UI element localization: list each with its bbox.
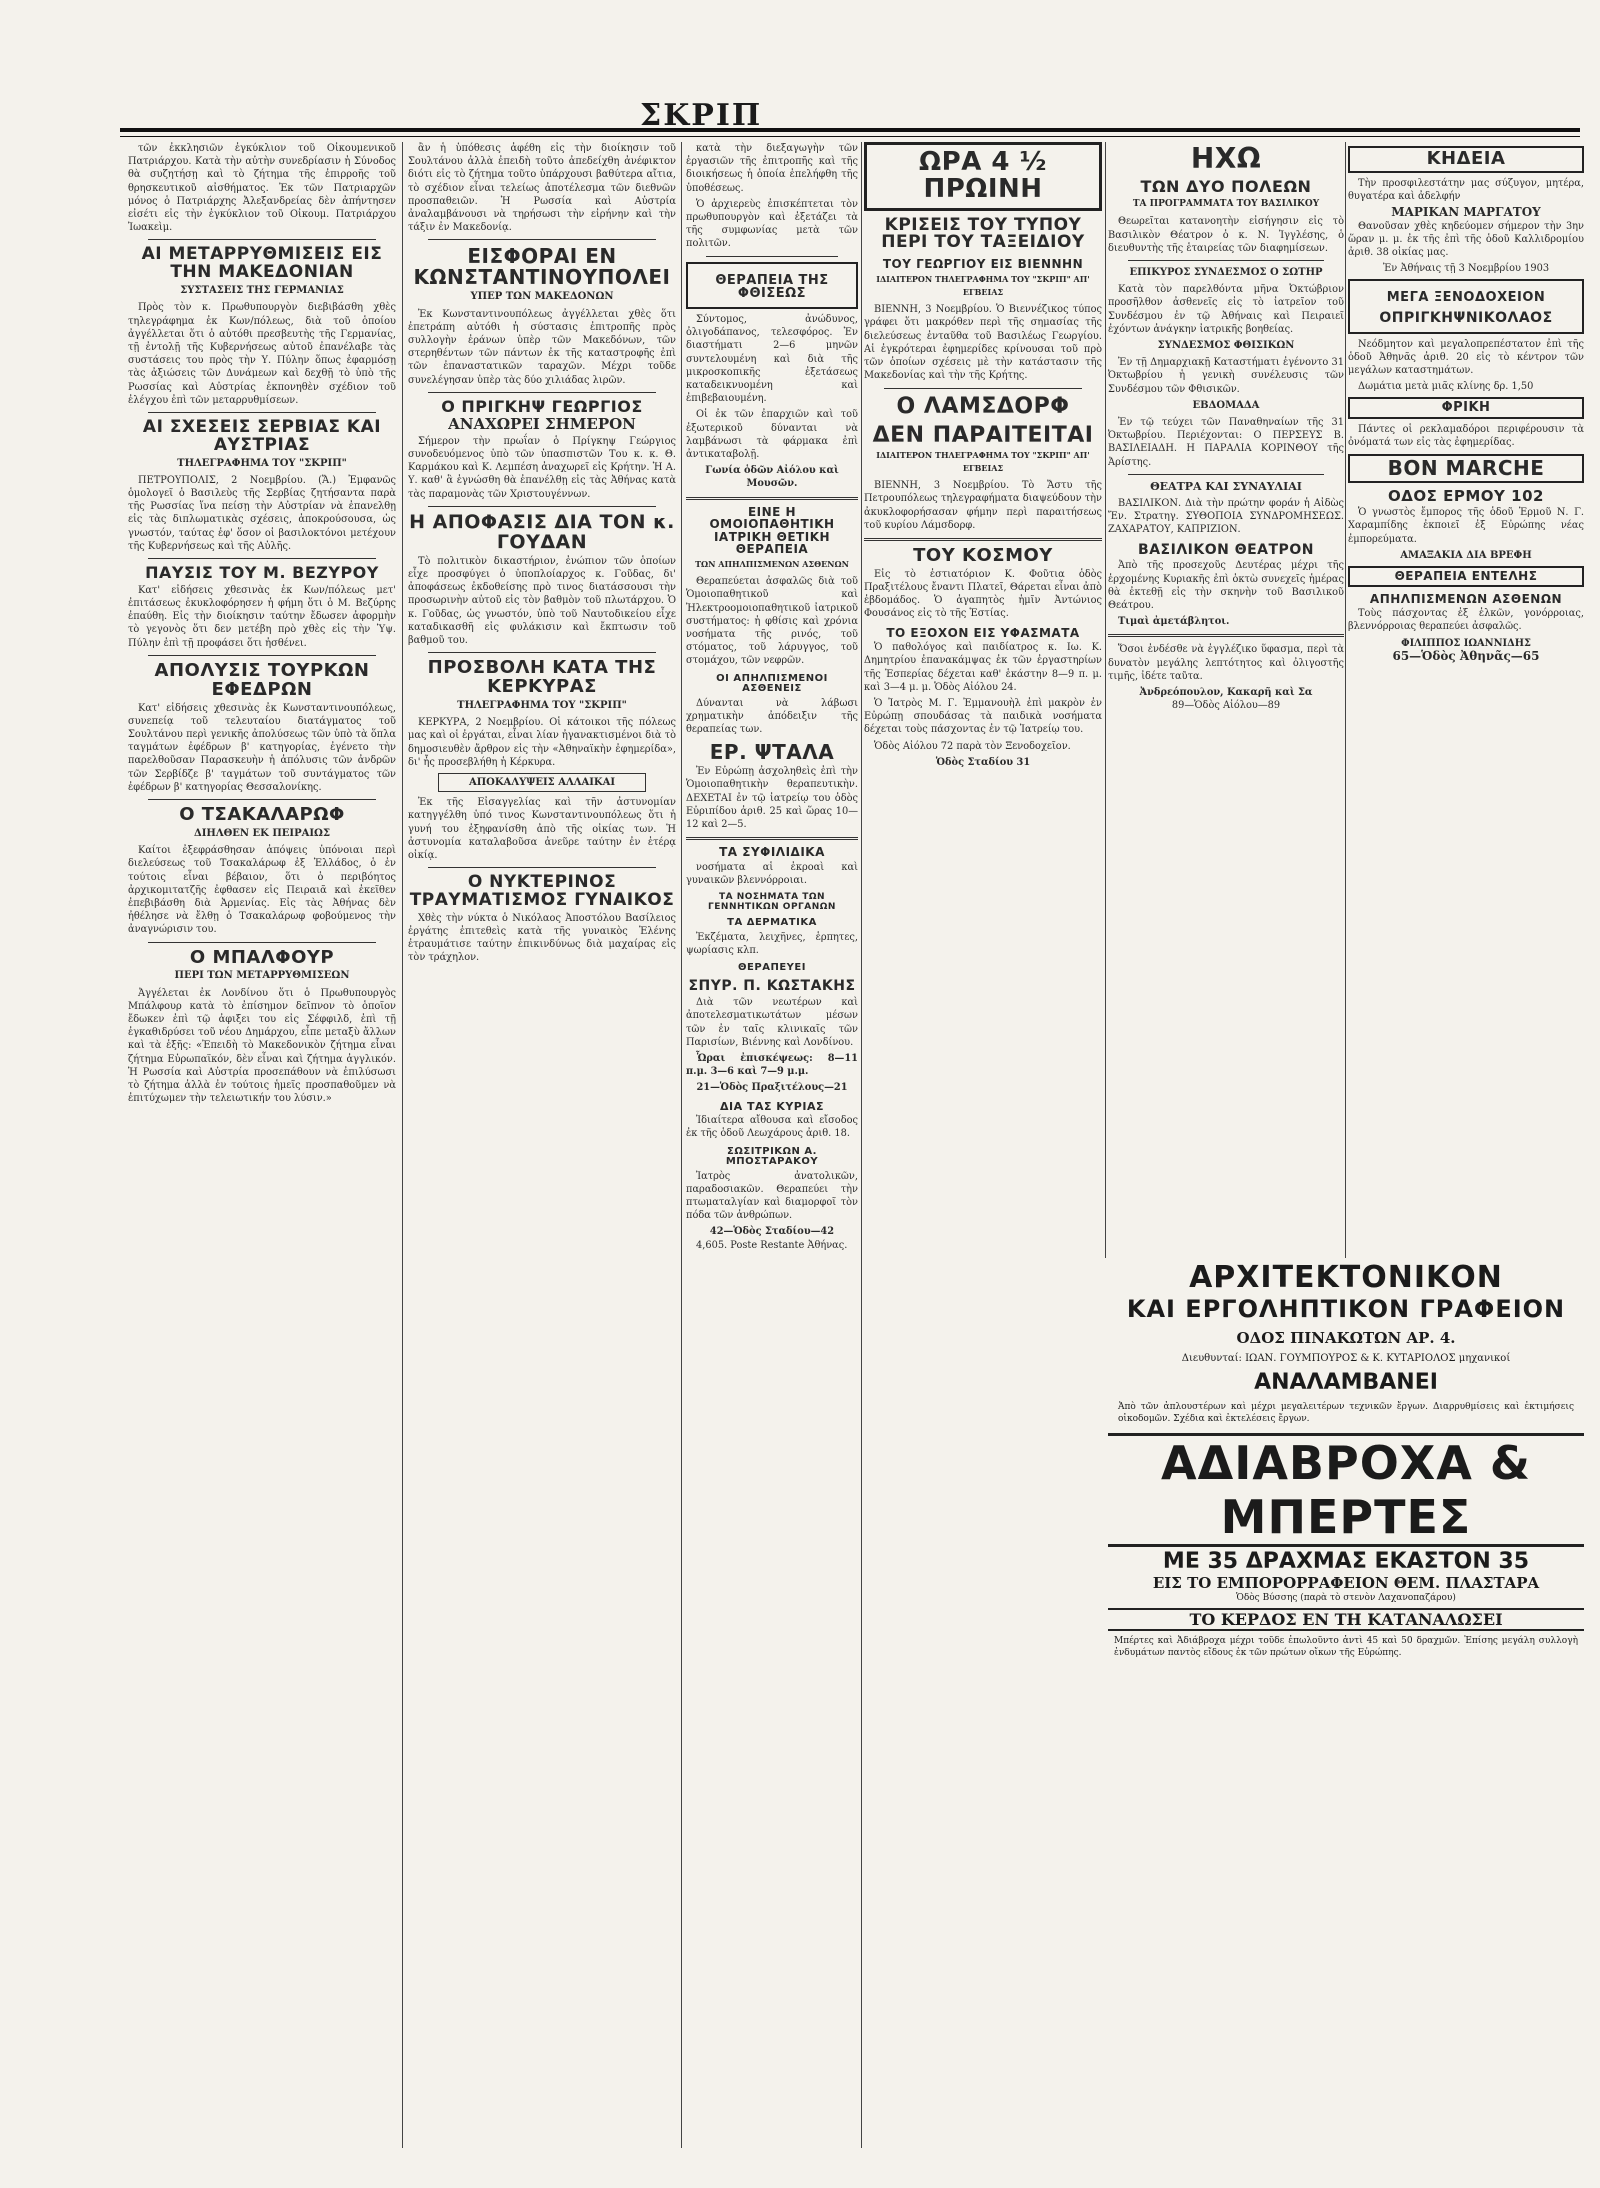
ad-directors: Διευθυνταί: ΙΩΑΝ. ΓΟΥΜΠΟΥΡΟΣ & Κ. ΚΥΤΑΡΙΟΛΟΣ μηχανικοί — [1181, 1353, 1511, 1364]
subheadline: ΠΕΡΙ ΤΩΝ ΜΕΤΑΡΡΥΘΜΙΣΕΩΝ — [174, 970, 350, 982]
obituary-title: ΚΗΔΕΙΑ — [1426, 148, 1506, 169]
article-text: Ὁ ἀρχιερεὺς ἐπισκέπτεται τὸν πρωθυπουργὸν καὶ ἐξετάζει τὰ τῆς συμφωνίας μετὰ τῶν πολιτῶν. — [686, 198, 858, 250]
subheadline: ΣΥΝΔΕΣΜΟΣ ΦΘΙΣΙΚΩΝ — [1157, 340, 1295, 352]
boxed-subheadline: ΑΠΟΚΑΛΥΨΕΙΣ ΑΛΛΑΙΚΑΙ — [438, 773, 646, 792]
ad-address: 65—Ὁδὸς Ἀθηνᾶς—65 — [1392, 648, 1540, 663]
headline: Ο ΝΥΚΤΕΡΙΝΟΣ ΤΡΑΥΜΑΤΙΣΜΟΣ ΓΥΝΑΙΚΟΣ — [409, 872, 675, 911]
divider — [148, 799, 376, 800]
article-text: Ἐκ Κωνσταντινουπόλεως ἀγγέλλεται χθὲς ὅτι ἐπετράπη αὐτόθι ἡ σύστασις ἐπιτροπῆς πρὸς συλλογὴν ἐράνων ὑπὲρ τῶν Μακεδόνων, τῶν στερηθέντων τῶν πάντων ἐκ τῆς καταστροφῆς ἐπὶ τῶν ἐπαναστατικῶν ταραχῶν. Μέχρι τοῦδε συνελέγησαν ὑπὲρ τὰς δύο χιλιάδας λιρῶν. — [408, 308, 676, 386]
ad-text: Ἐκζέματα, λειχῆνες, ἑρπητες, ψωρίασις κλπ. — [686, 931, 858, 956]
ad-text: Πάντες οἱ ρεκλαμαδόροι περιφέρουσιν τὰ ὀνόματά των εἰς τὰς ἐφημερίδας. — [1348, 424, 1584, 449]
article-text: Ἀπὸ τῆς προσεχοῦς Δευτέρας μέχρι τῆς ἑρχομένης Κυριακῆς ἐπὶ ὁκτὼ συνεχεῖς ἡμέρας θὰ ἐκτεθῇ εἰς τὴν σκηνὴν τοῦ Βασιλικοῦ Θεάτρου. — [1108, 560, 1344, 611]
article-text: κατὰ τὴν διεξαγωγὴν τῶν ἐργασιῶν τῆς ἐπιτροπῆς καὶ τῆς διοικήσεως ἡ ὁποία ἐπελήφθη τῆς ὑποθέσεως. — [686, 143, 858, 194]
doctor-name: ΕΡ. ΨΤΑΛΑ — [709, 740, 835, 765]
ad-text: νοσήματα αἱ ἐκροαὶ καὶ γυναικῶν βλεννόρροιαι. — [686, 861, 858, 886]
doctor-name: ΣΠΥΡ. Π. ΚΩΣΤΑΚΗΣ — [688, 978, 856, 995]
ad-headline: ΔΙΑ ΤΑΣ ΚΥΡΙΑΣ — [720, 1099, 824, 1113]
column-rule — [1345, 142, 1346, 1258]
column-rule — [861, 142, 862, 2148]
bottom-ads — [1108, 1260, 1584, 2148]
obituary-name: ΜΑΡΙΚΑΝ ΜΑΡΓΑΤΟΥ — [1391, 205, 1541, 220]
ad-text: Σύντομος, ἀνώδυνος, ὀλιγοδάπανος, τελεσφόρος. Ἐν διαστήματι 2—6 μηνῶν συντελουμένη καὶ διὰ τῆς μικροσκοπικῆς ἐξετάσεως καταδεικνυομένη καὶ ἐπιβεβαιουμένη. — [686, 313, 858, 405]
shop-slogan: ΤΟ ΚΕΡΔΟΣ ΕΝ ΤΗ ΚΑΤΑΝΑΛΩΣΕΙ — [1108, 1608, 1584, 1631]
article-text: Ὁ Ἰατρὸς Μ. Γ. Ἐμμανουὴλ ἐπὶ μακρὸν ἐν Εὐρώπῃ σπουδάσας τὰ παιδικὰ νοσήματα δέχεται τοὺς πάσχοντας ἐν τῷ Ἰατρείῳ του. — [864, 698, 1102, 736]
column-2 — [408, 142, 676, 2148]
article-text: ΚΕΡΚΥΡΑ, 2 Νοεμβρίου. Οἱ κάτοικοι τῆς πόλεως μας καὶ οἱ ἐργάται, εἶναι λίαν ἠγανακτισμένοι διὰ τὸ δημοσιευθὲν ἄρθρον εἰς τὴν «Ἀθηναϊκὴν ἐφημερίδα», δι' ἧς προσεβλήθη ἡ Κέρκυρα. — [408, 717, 676, 768]
headline: Ο ΤΣΑΚΑΛΑΡΩΦ — [179, 804, 345, 826]
article-text: Ἐν τῇ Δημαρχιακῇ Καταστήματι ἐγένοντο 31 Ὀκτωβρίου ἡ γενικὴ συνέλευσις τῶν Συνδέσμου τῶν Φθισικῶν. — [1108, 357, 1344, 395]
article-text: Ἐκ τῆς Εἰσαγγελίας καὶ τῆν ἀστυνομίαν κατηγγέλθη ὑπό τινος Κωνσταντινουπόλεως ὅτι ἡ γυνή του ἐξηφανίσθη ἀπὸ τῆς οἰκίας των. Ἡ ἀστυνομία καταλαβοῦσα ἀνεῦρε ταύτην ἐν ἑτέρᾳ οἰκίᾳ. — [408, 797, 676, 861]
ad-text: 4,605. Poste Restante Ἀθήνας. — [696, 1239, 848, 1251]
article-text: Ὁδὸς Αἰόλου 72 παρὰ τὸν Ξενοδοχεῖον. — [874, 740, 1071, 752]
subheadline: ΤΑ ΠΡΟΓΡΑΜΜΑΤΑ ΤΟΥ ΒΑΣΙΛΙΚΟΥ — [1132, 199, 1320, 210]
ad-headline: ΘΕΡΑΠΕΥΕΙ — [738, 961, 806, 973]
article-text: Τιμαὶ ἀμετάβλητοι. — [1118, 616, 1230, 628]
ad-text: Ἰδιαίτερα αἴθουσα καὶ εἴσοδος ἐκ τῆς ὁδοῦ Λεωχάρους ἀριθ. 18. — [686, 1115, 858, 1140]
obituary-text: Θανοῦσαν χθὲς κηδεύομεν σήμερον τὴν 3ην ὥραν μ. μ. ἐκ τῆς ἐπὶ τῆς ὁδοῦ Καλλιδρομίου ἀριθ. 38 οἰκίας μας. — [1348, 220, 1584, 258]
article-text: Κατ' εἰδήσεις χθεσινὰς ἐκ Κωνσταντινουπόλεως, συνεπείᾳ τοῦ τελευταίου διατάγματος τοῦ Σουλτάνου περὶ γενικῆς ἀπολύσεως τῶν ὑπὸ τὰ ὅπλα ταγμάτων ἐφέδρων β' κατηγορίας, ἐγένετο τὴν παρελθοῦσαν Παρασκευὴν ἡ ἀπόλυσις τῶν ἀνδρῶν τῶν Σερβίδζε β' ταγμάτων τοῦ συντάγματος τῶν ἐφέδρων β' κατηγορίας Θεσσαλονίκης. — [128, 702, 396, 793]
article-text: ΒΙΕΝΝΗ, 3 Νοεμβρίου. Ὁ Βιεννέζικος τύπος γράφει ὅτι μακρόθεν περὶ τῆς σημασίας τῆς διελεύσεως ἐνταῦθα τοῦ Βασιλέως Γεωργίου. Αἱ ἐγκρότεραι ἐφημερίδες κρίνουσαι τοῦ πρὸ τῶν ὁποίων σχέσεις μὲ τὴν κατάστασιν τῆς Μακεδονίας καὶ τὴν τῆς Κρήτης. — [864, 304, 1102, 382]
divider — [884, 388, 1082, 389]
headline: Η ΑΠΟΦΑΣΙΣ ΔΙΑ ΤΟΝ κ. ΓΟΥΔΑΝ — [409, 510, 675, 553]
headline: ΒΑΣΙΛΙΚΟΝ ΘΕΑΤΡΟΝ — [1138, 541, 1314, 558]
ad-text: Θεραπεύεται ἀσφαλῶς διὰ τοῦ Ὁμοιοπαθητικοῦ καὶ Ἠλεκτροομοιοπαθητικοῦ ἰατρικοῦ συστήματος: ἡ φθίσις καὶ χρόνια νοσήματα τῆς ρινός, τοῦ στόματος, τοῦ λάρυγγος, τοῦ στομάχου, τῶν νεφρῶν. — [686, 576, 858, 667]
ad-text: Ὁ γνωστὸς ἔμπορος τῆς ὁδοῦ Ἑρμοῦ Ν. Γ. Χαραμπίδης ἐκποιεῖ ἐξ Εὐρώπης νέας ἐμπορεύματα. — [1348, 507, 1584, 545]
headline: ΑΙ ΣΧΕΣΕΙΣ ΣΕΡΒΙΑΣ ΚΑΙ ΑΥΣΤΡΙΑΣ — [142, 416, 382, 455]
ad-headline: ΟΙ ΑΠΗΛΠΙΣΜΕΝΟΙ ΑΣΘΕΝΕΙΣ — [716, 672, 828, 695]
headline: ΤΩΝ ΔΥΟ ΠΟΛΕΩΝ — [1140, 177, 1312, 197]
divider — [686, 497, 858, 500]
subheadline: ΙΔΙΑΙΤΕΡΟΝ ΤΗΛΕΓΡΑΦΗΜΑ ΤΟΥ "ΣΚΡΙΠ" ΑΠ' ΕΓΒΕΙΑΣ — [876, 273, 1090, 298]
masthead-rule — [120, 128, 1580, 132]
article-text: Τὸ πολιτικὸν δικαστήριον, ἐνώπιον τῶν ὁποίων εἶχε προσφύγει ὁ ὑποπλοίαρχος κ. Γοῦδας, δι' ἀποφάσεως ἐκδοθείσης πρὸ τινος διατάσσουσι τὴν προσωρινὴν αὐτοῦ εἰς τὸν βαθμὸν τοῦ πλωτάρχου. Ὁ κ. Γοῦδας, ὡς γνωστόν, ὑπὸ τοῦ Ναυτοδικείου εἶχε καταδικασθῆ εἰς φυλάκισιν καὶ ἔκπτωσιν τοῦ βαθμοῦ του. — [408, 555, 676, 646]
article-text: Ἐν τῷ τεύχει τῶν Παναθηναίων τῆς 31 Ὀκτωβρίου. Περιέχονται: Ο ΠΕΡΣΕΥΣ Β. ΒΑΣΙΛΕΙΑΔΗ. Η ΠΑΡΑΛΙΑ ΚΟΡΙΝΘΟΥ τῆς Ἀρίστης. — [1108, 417, 1344, 468]
article-text: Ἀγγέλεται ἐκ Λονδίνου ὅτι ὁ Πρωθυπουργὸς Μπάλφουρ κατὰ τὸ ἐπίσημον δεῖπνον τὸ ὁποῖον ἔδωκεν ἐπὶ τῷ ἀφιξει του εἰς Σέφφιλδ, ἐπὶ τῇ ἐγκαθιδρύσει τοῦ νέου Δημάρχου, εἶπε μεταξὺ ἄλλων καὶ τὰ ἑξῆς: «Ἐπειδὴ τὸ Μακεδονικὸν ζήτημα εἶναι ζήτημα Εὐρωπαϊκόν, δὲν εἶναι καὶ ζήτημα ἀγγλικόν. Ἡ Ρωσσία καὶ Αὐστρία προσεπάθουν νὰ ἐπιλύσωσι τὸ ζήτημα ἀλλὰ ἐν τούτοις ἡμεῖς προσπαθοῦμεν νὰ ἐπιτύχωμεν τὴν τελειωτικήν του λύσιν.» — [128, 987, 396, 1105]
column-3 — [686, 142, 858, 2148]
divider — [706, 256, 838, 257]
column-6 — [1348, 142, 1584, 1258]
subheadline: ΑΝΑΧΩΡΕΙ ΣΗΜΕΡΟΝ — [448, 414, 636, 433]
ad-headline: ΘΕΡΑΠΕΙΑ ΤΗΣ ΦΘΙΣΕΩΣ — [715, 272, 829, 302]
architecture-ad — [1108, 1260, 1584, 1425]
article-intro: τῶν ἐκκλησιῶν ἐγκύκλιον τοῦ Οἰκουμενικοῦ Πατριάρχου. Κατὰ τὴν αὐτὴν συνεδρίασιν ἡ Σύνοδος θὰ συζητήσῃ καὶ τὸ ζήτημα τῆς ἐπιρροῆς τοῦ θρησκευτικοῦ αἰσθήματος. Ἐκ τῶν Πατριαρχῶν μόνος ὁ Πατριάρχης Ἀλεξανδρείας δὲν ἀπήντησεν εἰσέτι εἰς τὴν ἐγκύκλιον τοῦ Οἰκουμ. Πατριάρχου Ἰωακεὶμ. — [128, 143, 396, 234]
subheadline: ΕΒΔΟΜΑΔΑ — [1192, 399, 1260, 411]
ad-text: Οἱ ἐκ τῶν ἐπαρχιῶν καὶ τοῦ ἐξωτερικοῦ δύνανται νὰ λαμβάνωσι τὰ φάρμακα ἐπὶ ἀντικαταβολῇ. — [686, 409, 858, 460]
column-5 — [1108, 142, 1344, 1258]
ad-text: Ἰατρὸς ἀνατολικῶν, παραδοσιακῶν. Θεραπεύει τὴν πτωματαλγίαν καὶ διαμορφοῖ τὸν πόδα τῶν ἀνθρώπων. — [686, 1170, 858, 1222]
doctor-name: ΦΙΛΙΠΠΟΣ ΙΩΑΝΝΙΔΗΣ — [1401, 637, 1531, 649]
article-text: Εἰς τὸ ἐστιατόριον Κ. Φοῦτια ὁδὸς Πραξιτέλους ἔναντι Πλατεῖ, Θάρεται εἶναι ἀπὸ ἑβδομάδος. Ὁ ἀγαπητὸς ἡμῖν Ἀντώνιος Φουσάνος εἰς τὸ τῆς Ἑστίας. — [864, 568, 1102, 620]
divider — [686, 837, 858, 840]
divider — [864, 538, 1102, 541]
shop-address: Ὁδὸς Βύσσης (παρὰ τὸ στενὸν Λαχανοπαζάρου) — [1236, 1593, 1456, 1603]
ad-box — [1348, 454, 1584, 483]
ad-text: Ὅσοι ἐνδέσθε νὰ ἐγγλέζικο ὕφασμα, περὶ τὰ δυνατὸν μεγάλης λεπτότητος καὶ ὀλιγοστῆς τιμῆς, ἰδέτε ταῦτα. — [1108, 644, 1344, 682]
ad-address: 89—Ὁδὸς Αἰόλου—89 — [1171, 700, 1281, 712]
headline: ΠΡΟΣΒΟΛΗ ΚΑΤΑ ΤΗΣ ΚΕΡΚΥΡΑΣ — [427, 657, 657, 698]
subheadline: ΙΔΙΑΙΤΕΡΟΝ ΤΗΛΕΓΡΑΦΗΜΑ ΤΟΥ "ΣΚΡΙΠ" ΑΠ' ΕΓΒΕΙΑΣ — [876, 449, 1090, 473]
ad-headline: ΟΔΟΣ ΕΡΜΟΥ 102 — [1388, 486, 1544, 505]
late-news-box — [864, 142, 1102, 211]
divider — [428, 867, 656, 868]
obituary-date: Ἐν Ἀθήναις τῇ 3 Νοεμβρίου 1903 — [1382, 263, 1550, 275]
headline: ΑΙ ΜΕΤΑΡΡΥΘΜΙΣΕΙΣ ΕΙΣ ΤΗΝ ΜΑΚΕΔΟΝΙΑΝ — [141, 244, 383, 283]
ad-headline: ΤΑ ΣΥΦΙΛΙΔΙΚΑ — [719, 845, 825, 860]
ad-text: Ἐν Εὐρώπῃ ἀσχοληθεὶς ἐπὶ τὴν Ὁμοιοπαθητικὴν θεραπευτικὴν. ΔΕΧΕΤΑΙ ἐν τῷ ἰατρείῳ του ὁδὸς Εὐριπίδου ἀριθ. 25 καὶ ὥρας 10—12 καὶ 2—5. — [686, 766, 858, 830]
hotel-box — [1348, 279, 1584, 333]
headline: ΤΟΥ ΚΟΣΜΟΥ — [913, 544, 1053, 566]
ad-headline: BON MARCHE — [1387, 455, 1545, 480]
ad-headline: ΣΩΣΙΤΡΙΚΩΝ Α. ΜΠΟΣΤΑΡΑΚΟΥ — [725, 1145, 819, 1168]
subheadline: ΔΙΗΛΘΕΝ ΕΚ ΠΕΙΡΑΙΩΣ — [193, 827, 331, 839]
article-text: Ὁ παθολόγος καὶ παιδίατρος κ. Ιω. Κ. Δημητρίου ἐπανακάμψας ἐκ τῶν ἐργαστηρίων τῆς Ἑσπερίας δέχεται καθ' ἑκάστην 8—9 π. μ. καὶ 3—4 μ. μ. Ὁδὸς Αἰόλου 24. — [864, 642, 1102, 693]
ad-text: Δύνανται νὰ λάβωσι χρηματικὴν ἀπόδειξιν τῆς θεραπείας των. — [686, 697, 858, 735]
subheadline: ΕΠΙΚΥΡΟΣ ΣΥΝΔΕΣΜΟΣ Ο ΣΩΤΗΡ — [1129, 267, 1323, 278]
ad-address: 42—Ὁδὸς Σταδίου—42 — [709, 1226, 835, 1238]
article-text: ΒΙΕΝΝΗ, 3 Νοεμβρίου. Τὸ Ἄστυ τῆς Πετρουπόλεως τηλεγραφήματα διαψεύδουν τὴν ἀκυκλοφορήσασαν φήμην περὶ παραιτήσεως τοῦ κυρίου Λάμσδορφ. — [864, 480, 1102, 531]
ad-address: Ἀνδρεόπουλον, Κακαρῆ καὶ Σα — [1139, 686, 1313, 698]
article-text: Πρὸς τὸν κ. Πρωθυπουργὸν διεβιβάσθη χθὲς τηλεγράφημα ἐκ Κων/πόλεως, διὰ τοῦ ὁποίου ἀγγέλλεται ὅτι ὁ αὐτόθι πρεσβευτὴς τῆς Γερμανίας, τῇ ἐντολῇ τῆς Κυβερνήσεως αὐτοῦ ἐπανέλαβε τὰς συστάσεις του πρὸς τὴν Υ. Πύλην ὅπως ἐφαρμόσῃ τὰς ἀξιώσεις τῶν Δυνάμεων καὶ δεχθῇ τὸ ὑπὸ τῆς Ρωσσίας καὶ Αὐστρίας ἐκπονηθὲν σχέδιον τοῦ ἐλέγχου ἐπὶ τῶν μεταρρυθμίσεων. — [128, 302, 396, 406]
divider — [1108, 634, 1344, 637]
ad-text: Μπέρτες καὶ Ἀδιάβροχα μέχρι τοῦδε ἐπωλοῦντο ἀντὶ 45 καὶ 50 δραχμῶν. Ἐπίσης μεγάλη συλλογὴ ἐνδυμάτων παντὸς εἴδους ἐκ τῶν πρώτων οἴκων τῆς Εὐρώπης. — [1114, 1636, 1578, 1658]
ad-text: Διὰ τῶν νεωτέρων καὶ ἀποτελεσματικωτάτων μέσων τῶν ἐν ταῖς κλινικαῖς τῶν Παρισίων, Βιέννης καὶ Λονδίνου. — [686, 997, 858, 1048]
raincoat-ad-title: ΑΔΙΑΒΡΟΧΑ & ΜΠΕΡΤΕΣ — [1108, 1433, 1584, 1547]
shop-name: ΕΙΣ ΤΟ ΕΜΠΟΡΟΡΡΑΦΕΙΟΝ ΘΕΜ. ΠΛΑΣΤΑΡΑ — [1152, 1574, 1540, 1592]
article-text: Χθὲς τὴν νύκτα ὁ Νικόλαος Ἀποστόλου Βασίλειος ἐργάτης ἐπιτεθεὶς κατὰ τῆς γυναικὸς Ἑλένης ἐτραυμάτισε ταύτην ἐπικινδύνως διὰ μαχαίρας εἰς τὸν τράχηλον. — [408, 912, 676, 964]
ad-headline: ΤΑ ΝΟΣΗΜΑΤΑ ΤΩΝ ΓΕΝΝΗΤΙΚΩΝ ΟΡΓΑΝΩΝ — [708, 892, 836, 912]
divider — [148, 942, 376, 943]
ad-headline: ΟΠΡΙΓΚΗΨΝΙΚΟΛΑΟΣ — [1379, 309, 1553, 326]
article-text: Θεωρεῖται κατανοητὴν εἰσήγησιν εἰς τὸ Βασιλικὸν Θέατρον ὁ κ. Ν. Ἰγγλέσης, ὁ διευθυντὴς τῆς ἑταιρείας τῶν διαφημίσεων. — [1108, 216, 1344, 254]
headline: Ο ΜΠΑΛΦΟΥΡ — [189, 946, 335, 968]
divider — [148, 239, 376, 240]
article-text: Κατὰ τὸν παρελθόντα μῆνα Ὀκτώβριον προσῆλθον ἀσθενεῖς εἰς τὸ ἰατρεῖον τοῦ Συνδέσμου ἐν τῷ Ἀθήναις καὶ Πειραιεῖ ἐχόντων ἀνάγκην ἰατρικῆς βοηθείας. — [1108, 284, 1344, 335]
late-news-title: ΩΡΑ 4 ½ ΠΡΩΙΝΗ — [919, 147, 1047, 205]
divider — [148, 655, 376, 656]
subheadline: ΥΠΕΡ ΤΩΝ ΜΑΚΕΔΟΝΩΝ — [470, 291, 614, 303]
headline: ΚΡΙΣΕΙΣ ΤΟΥ ΤΥΠΟΥ ΠΕΡΙ ΤΟΥ ΤΑΞΕΙΔΙΟΥ — [881, 214, 1085, 253]
column-rule — [681, 142, 682, 2148]
divider — [148, 412, 376, 413]
ad-headline: ΑΡΧΙΤΕΚΤΟΝΙΚΟΝ — [1189, 1260, 1503, 1295]
ad-headline: ΜΕΓΑ ΞΕΝΟΔΟΧΕΙΟΝ — [1386, 290, 1546, 306]
column-1 — [128, 142, 396, 2148]
ad-headline: ΕΙΝΕ Η ΟΜΟΙΟΠΑΘΗΤΙΚΗ ΙΑΤΡΙΚΗ ΘΕΤΙΚΗ ΘΕΡΑΠΕΙΑ — [709, 504, 835, 557]
headline: ΤΟ ΕΞΟΧΟΝ ΕΙΣ ΥΦΑΣΜΑΤΑ — [886, 625, 1080, 640]
article-text: Σήμερον τὴν πρωΐαν ὁ Πρίγκηψ Γεώργιος συνοδευόμενος ὑπὸ τῶν ὑπασπιστῶν Του κ. κ. Θ. Καρμάκου καὶ Κ. Λεμπέση ἀναχωρεῖ εἰς Κρήτην. Ἡ Α. Υ. καθ' ἃ ἐγνώσθη θὰ ἐπανέλθῃ εἰς τὰς Ἀθήνας κατὰ τὰς παραμονὰς τῶν Χριστουγέννων. — [408, 435, 676, 500]
masthead-rule-thin — [120, 136, 1580, 137]
ad-address: Ὁδὸς Σταδίου 31 — [935, 756, 1031, 768]
ad-headline: ΤΑ ΔΕΡΜΑΤΙΚΑ — [727, 917, 817, 929]
ad-hours: Ὧραι ἐπισκέψεως: 8—11 π.μ. 3—6 καὶ 7—9 μ.μ. — [686, 1052, 858, 1078]
ad-text: Νεόδμητον καὶ μεγαλοπρεπέστατον ἐπὶ τῆς ὁδοῦ Ἀθηνᾶς ἀριθ. 20 εἰς τὸ κέντρον τῶν μεγάλων καταστημάτων. — [1348, 338, 1584, 377]
divider — [1128, 474, 1324, 475]
headline: ΗΧΩ — [1190, 142, 1262, 175]
column-rule — [1105, 142, 1106, 1258]
obituary-text: Τὴν προσφιλεστάτην μας σύζυγον, μητέρα, θυγατέρα καὶ ἀδελφήν — [1348, 177, 1584, 203]
article-text: ἂν ἡ ὑπόθεσις ἀφέθη εἰς τὴν διοίκησιν τοῦ Σουλτάνου ἀλλὰ ἐπειδὴ τοῦτο ἀπεδείχθη ἀνέφικτον διότι εἰς τὸ ζήτημα τοῦτο ὑπάρχουσι βαθύτερα αἴτια, τὸ σχέδιον εἶναι τελείως ἀποτέλεσμα τῶν διεθνῶν προσπαθειῶν. Ἡ Ρωσσία καὶ Αὐστρία ἀναλαμβάνουσι νὰ τηρήσωσι τὴν εἰρήνην καὶ τὴν τάξιν ἐν Μακεδονίᾳ. — [408, 143, 676, 234]
ad-subheadline: ΑΜΑΞΑΚΙΑ ΔΙΑ ΒΡΕΦΗ — [1400, 549, 1532, 561]
ad-box — [1348, 566, 1584, 587]
subheadline: ΣΥΣΤΑΣΕΙΣ ΤΗΣ ΓΕΡΜΑΝΙΑΣ — [180, 285, 344, 297]
subheadline: ΘΕΑΤΡΑ ΚΑΙ ΣΥΝΑΥΛΙΑΙ — [1150, 479, 1302, 493]
divider — [428, 392, 656, 393]
article-text: Κατ' εἰδήσεις χθεσινὰς ἐκ Κων/πόλεως μετ' ἐπιτάσεως ἐκυκλοφόρησεν ἡ φήμη ὅτι ὁ Μ. Βεζύρης ἐπαύθη. Εἰς τὴν διοίκησιν ταύτην ἔδωσεν ἀφορμὴν τὸ γεγονὸς ὅτι δεν μετέβη πρὸ χθὲς εἰς τὴν Ὑψ. Πύλην ἐπὶ τῇ προφάσει ὅτι ἠσθένει. — [128, 584, 396, 649]
obituary-box — [1348, 146, 1584, 173]
headline: ΔΕΝ ΠΑΡΑΙΤΕΙΤΑΙ — [872, 422, 1094, 448]
headline: ΠΑΥΣΙΣ ΤΟΥ Μ. ΒΕΖΥΡΟΥ — [145, 563, 379, 583]
divider — [148, 558, 376, 559]
ad-address: Γωνία ὁδῶν Αἰόλου καὶ Μουσῶν. — [705, 465, 839, 490]
subheadline: ΤΗΛΕΓΡΑΦΗΜΑ ΤΟΥ "ΣΚΡΙΠ" — [177, 457, 347, 469]
headline: ΤΟΥ ΓΕΩΡΓΙΟΥ ΕΙΣ ΒΙΕΝΝΗΝ — [882, 257, 1084, 272]
ad-headline: ΑΠΗΛΠΙΣΜΕΝΩΝ ΑΣΘΕΝΩΝ — [1369, 591, 1563, 606]
ad-box — [686, 262, 858, 309]
ad-address: ΟΔΟΣ ΠΙΝΑΚΩΤΩΝ ΑΡ. 4. — [1236, 1329, 1456, 1347]
ad-subheadline: ΤΩΝ ΑΠΗΛΠΙΣΜΕΝΩΝ ΑΣΘΕΝΩΝ — [695, 558, 849, 569]
ad-headline: ΑΝΑΛΑΜΒΑΝΕΙ — [1254, 1370, 1438, 1395]
ad-box — [1348, 397, 1584, 419]
headline: ΑΠΟΛΥΣΙΣ ΤΟΥΡΚΩΝ ΕΦΕΔΡΩΝ — [154, 659, 370, 700]
subheadline: ΤΗΛΕΓΡΑΦΗΜΑ ΤΟΥ "ΣΚΡΙΠ" — [457, 699, 627, 711]
ad-address: 21—Ὁδὸς Πραξιτέλους—21 — [696, 1082, 848, 1094]
divider — [428, 506, 656, 507]
headline: ΕΙΣΦΟΡΑΙ ΕΝ ΚΩΝΣΤΑΝΤΙΝΟΥΠΟΛΕΙ — [413, 244, 671, 290]
ad-text: Δωμάτια μετὰ μιᾶς κλίνης δρ. 1,50 — [1358, 381, 1534, 393]
ad-headline: ΚΑΙ ΕΡΓΟΛΗΠΤΙΚΟΝ ΓΡΑΦΕΙΟΝ — [1126, 1295, 1566, 1323]
divider — [428, 239, 656, 240]
article-text: ΠΕΤΡΟΥΠΟΛΙΣ, 2 Νοεμβρίου. (Ἄ.) Ἐμφανῶς ὁμολογεῖ ὁ Βασιλεὺς τῆς Σερβίας ζητήσαντα παρὰ τῆς Ρωσσίας ἵνα πείσῃ τὴν Αὐστρίαν νὰ ἐπανελθῃ εἰς τὰς διπλωματικὰς σχέσεις, ἀποκρούσουσα, ὡς γνωστόν, ταύτας ἐφ' ὅσον οἱ βασιλοκτόνοι μετέχουν τῆς Κυβερνήσεως καὶ τῆς Αὐλῆς. — [128, 474, 396, 552]
raincoat-price: ΜΕ 35 ΔΡΑΧΜΑΣ ΕΚΑΣΤΟΝ 35 — [1162, 1549, 1530, 1574]
column-4 — [864, 142, 1102, 2148]
ad-text: Τοὺς πάσχοντας ἐξ ἐλκῶν, γονόρροιας, βλεννόρροιας θεραπεύει ἀσφαλῶς. — [1348, 608, 1584, 633]
ad-text: Ἀπὸ τῶν ἀπλουστέρων καὶ μέχρι μεγαλειτέρων τεχνικῶν ἔργων. Διαρρυθμίσεις καὶ ἐκτιμήσεις οἰκοδομῶν. Σχέδια καὶ ἐκτελέσεις ἔργων. — [1118, 1402, 1574, 1424]
divider — [428, 652, 656, 653]
headline: Ο ΠΡΙΓΚΗΨ ΓΕΩΡΓΙΟΣ — [441, 396, 643, 416]
masthead-title: ΣΚΡΙΠ — [640, 98, 763, 133]
article-text: ΒΑΣΙΛΙΚΟΝ. Διὰ τὴν πρώτην φοράν ἡ Αἰδὼς Ἔν. Στρατηγ. ΣΥΘΟΠΟΙΑ ΣΥΝΔΡΟΜΗΣΕΩΣ. ΖΑΧΑΡΑΤΟΥ, ΚΑΠΡΙΖΙΟΝ. — [1108, 498, 1344, 536]
divider — [1128, 260, 1324, 261]
column-rule — [402, 142, 403, 2148]
headline: Ο ΛΑΜΣΔΟΡΦ — [896, 393, 1070, 419]
ad-headline: ΘΕΡΑΠΕΙΑ ΕΝΤΕΛΗΣ — [1394, 569, 1538, 584]
article-text: Καίτοι ἐξεφράσθησαν ἀπόψεις ὑπόνοιαι περὶ διελεύσεως τοῦ Τσακαλάρωφ ἐξ Ἑλλάδος, ὁ ἐν τούτοις εἶναι βέβαιον, ὅτι ὁ περιβόητος ἀρχικομιτατζῆς ἐφθασεν εἰς Πειραιᾶ καὶ ἐκεῖθεν ἐπεβιβάσθη διὰ Ἀρμενίας. Εἰς τὰς Ἀθήνας δὲν ἠθέλησε νὰ ἔλθῃ ὁ Τσακαλάρωφ φοβούμενος τὴν ἀναγνώρισιν του. — [128, 845, 396, 936]
ad-headline: ΦΡΙΚΗ — [1441, 400, 1491, 416]
